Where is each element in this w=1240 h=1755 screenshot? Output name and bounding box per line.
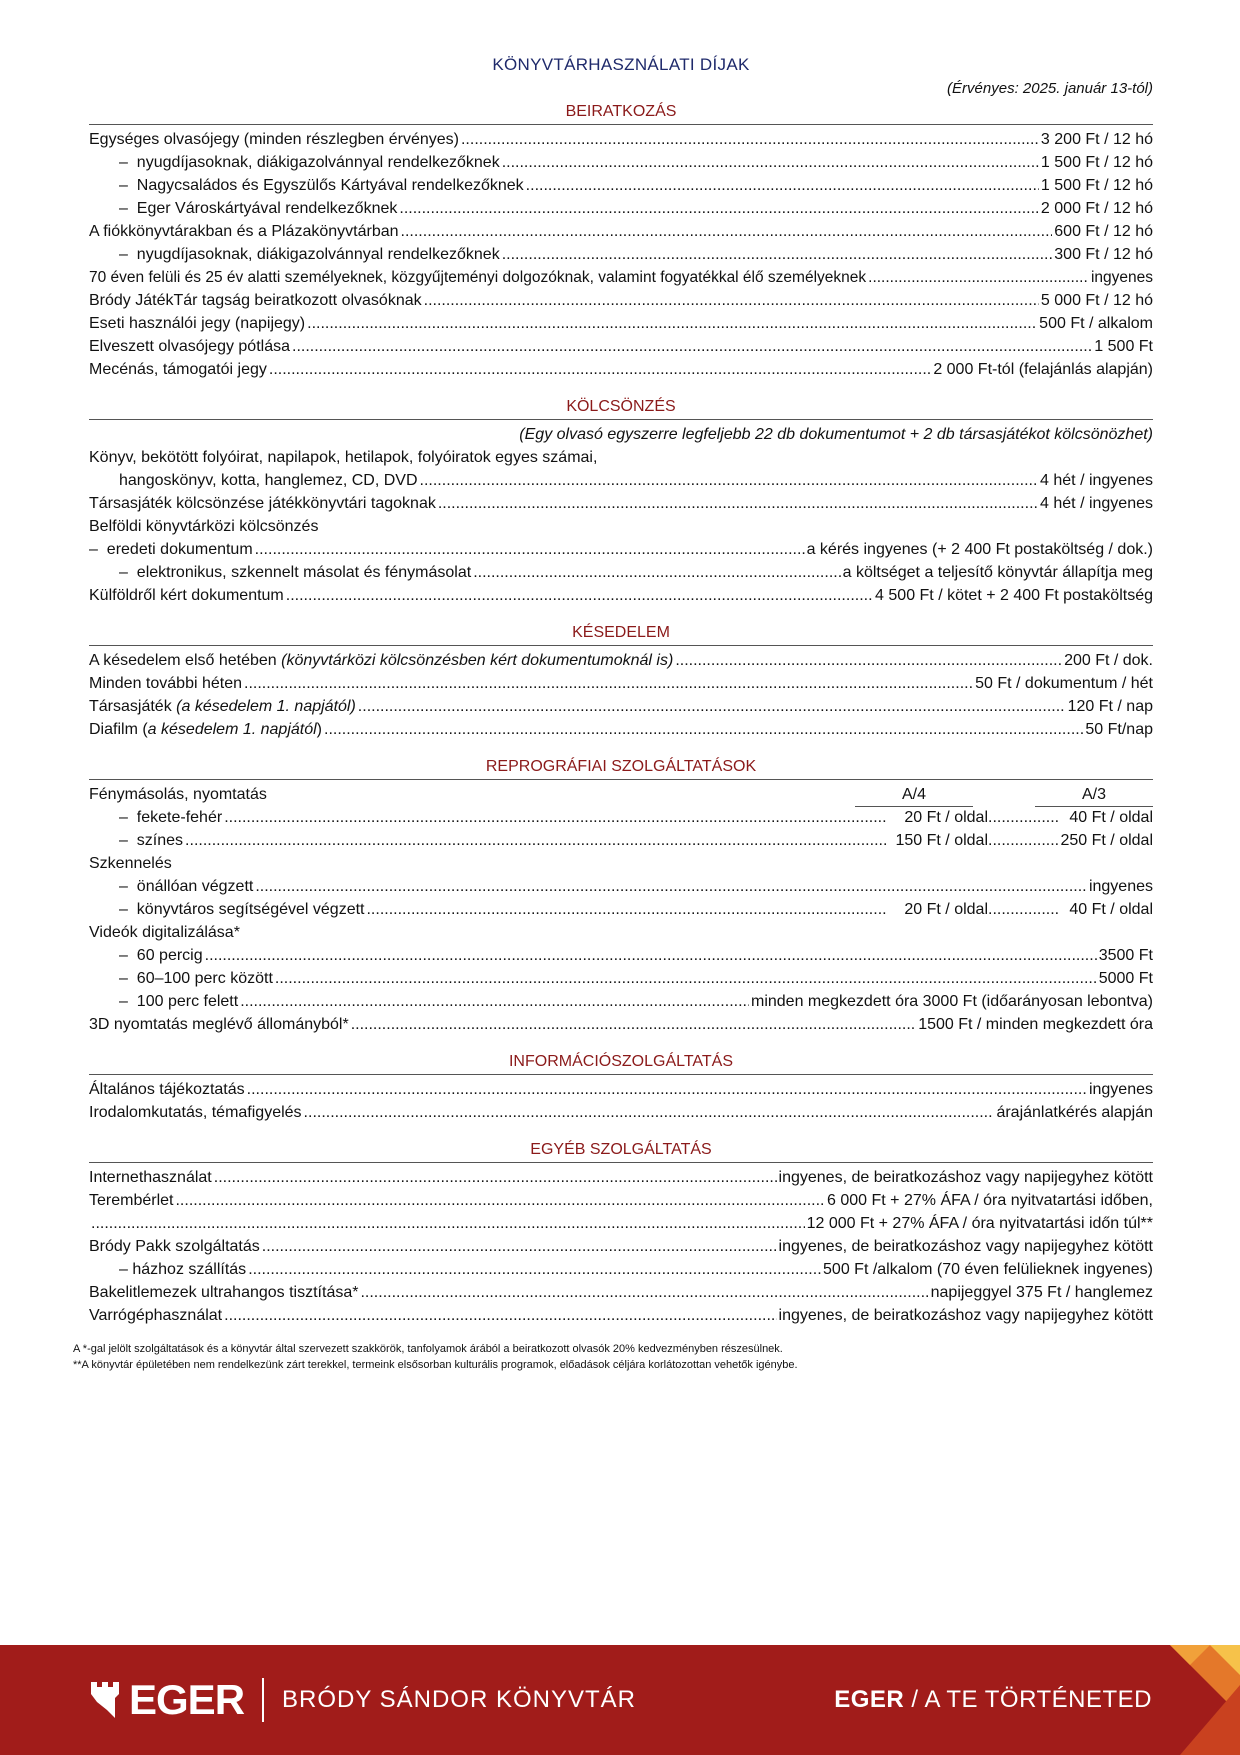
section-beiratkozas [89, 100, 1153, 381]
fee-label: – könyvtáros segítségével végzett [119, 898, 364, 921]
fee-row [89, 1258, 1153, 1281]
fee-label: – Eger Városkártyával rendelkezőknek [119, 197, 397, 220]
fee-label: Egységes olvasójegy (minden részlegben érvényes) [89, 131, 459, 148]
fee-row [89, 312, 1153, 335]
dot-leader [214, 1166, 777, 1189]
fee-row [89, 1235, 1153, 1258]
fee-label-note: a késedelem 1. napjától [147, 721, 317, 738]
fee-label: Eseti használói jegy (napijegy) [89, 315, 306, 332]
fee-row [89, 1166, 1153, 1189]
fee-value: a költséget a teljesítő könyvtár állapítja meg [842, 564, 1153, 581]
dot-leader [175, 1189, 825, 1212]
column-header-a4: A/4 [855, 783, 973, 807]
dot-leader [461, 128, 1039, 151]
fee-value: 1500 Ft / minden megkezdett óra [918, 1016, 1153, 1033]
section-kesedelem [89, 621, 1153, 741]
dot-leader [401, 220, 1053, 243]
fee-row [89, 967, 1153, 990]
footnote: A *-gal jelölt szolgáltatások és a könyvtár által szervezett szakkörök, tanfolyamok árából a beiratkozott olvasók 20% kedvezményben részesülnek. [73, 1343, 783, 1355]
fee-label: – eredeti dokumentum [89, 538, 253, 561]
fee-label: Irodalomkutatás, témafigyelés [89, 1104, 302, 1121]
section-heading: KÖLCSÖNZÉS [89, 395, 1153, 420]
fee-row [89, 561, 1153, 584]
section-heading: INFORMÁCIÓSZOLGÁLTATÁS [89, 1050, 1153, 1075]
fee-value: ingyenes, de beiratkozáshoz vagy napijegyhez kötött [778, 1307, 1153, 1324]
fee-row [89, 584, 1153, 607]
dot-leader [205, 944, 1097, 967]
fee-document [73, 52, 1153, 1373]
fee-row [89, 243, 1153, 266]
fee-value-a4: 20 Ft / oldal [904, 901, 988, 918]
decorative-triangles [1150, 1645, 1240, 1755]
fee-value: 1 500 Ft / 12 hó [1040, 177, 1153, 194]
dot-leader [255, 538, 805, 561]
fee-row [89, 1013, 1153, 1036]
fee-row [89, 220, 1153, 243]
dot-leader [185, 829, 886, 852]
fee-row [89, 875, 1153, 898]
dot-leader [269, 358, 931, 381]
fee-label: Elveszett olvasójegy pótlása [89, 338, 290, 355]
fee-label: Bródy JátékTár tagság beiratkozott olvasóknak [89, 292, 422, 309]
fee-label [89, 695, 356, 718]
castle-tower-icon [89, 1678, 123, 1722]
column-header-a3: A/3 [1035, 783, 1153, 807]
fee-label: 70 éven felüli és 25 év alatti személyeknek, közgyűjteményi dolgozóknak, valamint fogyatékkal élő személyeknek [89, 269, 867, 286]
fee-value: 1 500 Ft [1094, 338, 1153, 355]
fee-value: 600 Ft / 12 hó [1054, 223, 1153, 240]
fee-row [89, 1078, 1153, 1101]
fee-row [89, 128, 1153, 151]
dot-leader [473, 561, 840, 584]
fee-label: – nyugdíjasoknak, diákigazolvánnyal rendelkezőknek [119, 243, 500, 266]
dot-leader [224, 1304, 776, 1327]
dot-leader [399, 197, 1039, 220]
fee-label: – színes [119, 829, 183, 852]
fee-value: napijeggyel 375 Ft / hanglemez [930, 1284, 1153, 1301]
section-kolcsonzes [89, 395, 1153, 607]
fee-label-text: Diafilm ( [89, 721, 148, 738]
page-footer [0, 1645, 1240, 1755]
dot-leader [360, 1281, 928, 1304]
fee-value-pair [888, 806, 1153, 829]
fee-value: 3500 Ft [1098, 947, 1153, 964]
fee-row [89, 469, 1153, 492]
fee-value-a4: 150 Ft / oldal [895, 832, 988, 849]
dot-leader [286, 584, 873, 607]
slogan-rest: / A TE TÖRTÉNETED [904, 1686, 1152, 1713]
fee-label: 3D nyomtatás meglévő állományból* [89, 1016, 349, 1033]
scan-heading: Szkennelés [89, 855, 172, 872]
fee-row [89, 538, 1153, 561]
fee-value: 12 000 Ft + 27% ÁFA / óra nyitvatartási időn túl** [806, 1215, 1153, 1232]
dot-leader [275, 967, 1097, 990]
fee-label: Bródy Pakk szolgáltatás [89, 1238, 260, 1255]
footnote: **A könyvtár épületében nem rendelkezünk zárt terekkel, termeink elsősorban kulturális programok, előadások céljára korlátozottan vehetők igénybe. [73, 1359, 798, 1371]
dot-leader [988, 829, 1058, 852]
loan-line: Belföldi könyvtárközi kölcsönzés [89, 518, 319, 535]
fee-label: Minden további héten [89, 675, 242, 692]
library-brand [89, 1677, 636, 1723]
fee-value: ingyenes [1090, 269, 1153, 286]
fee-label: – nyugdíjasoknak, diákigazolvánnyal rendelkezőknek [119, 151, 500, 174]
section-egyeb [89, 1138, 1153, 1327]
section-heading: EGYÉB SZOLGÁLTATÁS [89, 1138, 1153, 1163]
section-informacio [89, 1050, 1153, 1124]
fee-value: 4 hét / ingyenes [1040, 472, 1153, 489]
copy-print-header [89, 783, 1153, 806]
fee-label: Társasjáték kölcsönzése játékkönyvtári tagoknak [89, 495, 436, 512]
fee-row [89, 649, 1153, 672]
dot-leader [502, 243, 1053, 266]
fee-row [89, 174, 1153, 197]
fee-row [89, 197, 1153, 220]
fee-value: 6 000 Ft + 27% ÁFA / óra nyitvatartási időben, [827, 1192, 1153, 1209]
fee-row [89, 1189, 1153, 1212]
fee-value-a3: 40 Ft / oldal [1069, 901, 1153, 918]
dot-leader [307, 312, 1037, 335]
fee-label: – 60–100 perc között [119, 967, 273, 990]
fee-value: 50 Ft/nap [1085, 721, 1153, 738]
fee-value: 500 Ft / alkalom [1039, 315, 1153, 332]
dot-leader [988, 898, 1058, 921]
fee-value-pair [888, 829, 1153, 852]
fee-row [89, 289, 1153, 312]
fee-value: 3 200 Ft / 12 hó [1040, 131, 1153, 148]
loan-limit-note: (Egy olvasó egyszerre legfeljebb 22 db dokumentumot + 2 db társasjátékot kölcsönözhet) [519, 426, 1153, 443]
fee-value: 2 000 Ft-tól (felajánlás alapján) [933, 361, 1153, 378]
fee-label: – elektronikus, szkennelt másolat és fénymásolat [119, 561, 471, 584]
dot-leader [420, 469, 1039, 492]
city-slogan [834, 1677, 1152, 1723]
fee-value: ingyenes, de beiratkozáshoz vagy napijegyhez kötött [778, 1238, 1153, 1255]
fee-value: minden megkezdett óra 3000 Ft (időarányosan lebontva) [750, 993, 1153, 1010]
footnotes [73, 1341, 1153, 1373]
fee-row [89, 806, 1153, 829]
fee-label-text: Társasjáték [89, 698, 177, 715]
fee-value: a kérés ingyenes (+ 2 400 Ft postaköltség / dok.) [806, 541, 1153, 558]
video-heading: Videók digitalizálása* [89, 924, 240, 941]
section-reprografia [89, 755, 1153, 1036]
fee-label: – önállóan végzett [119, 875, 253, 898]
fee-row [89, 358, 1153, 381]
fee-value: 4 500 Ft / kötet + 2 400 Ft postaköltség [875, 587, 1153, 604]
fee-row [89, 829, 1153, 852]
fee-label: – fekete-fehér [119, 806, 222, 829]
dot-leader [675, 649, 1062, 672]
fee-label-note: (a késedelem 1. napjától) [176, 698, 356, 715]
slogan-bold: EGER [834, 1686, 905, 1713]
fee-row [89, 1101, 1153, 1124]
fee-row [89, 990, 1153, 1013]
dot-leader [366, 898, 886, 921]
fee-row [89, 151, 1153, 174]
fee-value: 200 Ft / dok. [1064, 652, 1153, 669]
dot-leader [324, 718, 1083, 741]
fee-label: Terembérlet [89, 1192, 174, 1209]
fee-label: Bakelitlemezek ultrahangos tisztítása* [89, 1284, 359, 1301]
fee-value: 500 Ft /alkalom (70 éven felülieknek ingyenes) [823, 1261, 1153, 1278]
fee-value-a3: 40 Ft / oldal [1069, 809, 1153, 826]
section-heading: KÉSEDELEM [89, 621, 1153, 646]
fee-value: ingyenes [1088, 878, 1153, 895]
fee-label: – 100 perc felett [119, 990, 238, 1013]
dot-leader [304, 1101, 995, 1124]
dot-leader [240, 990, 749, 1013]
fee-row [89, 1304, 1153, 1327]
dot-leader [248, 1258, 821, 1281]
fee-label: Fénymásolás, nyomtatás [89, 786, 267, 803]
fee-label: – 60 percig [119, 944, 203, 967]
validity-note: (Érvényes: 2025. január 13-tól) [947, 80, 1153, 97]
dot-leader [292, 335, 1092, 358]
fee-row [89, 492, 1153, 515]
section-heading: BEIRATKOZÁS [89, 100, 1153, 125]
dot-leader [351, 1013, 917, 1036]
fee-value: árajánlatkérés alapján [996, 1104, 1153, 1121]
fee-value: 50 Ft / dokumentum / hét [975, 675, 1153, 692]
fee-value-pair [888, 898, 1153, 921]
dot-leader [502, 151, 1039, 174]
fee-label-text: A késedelem első hetében [89, 652, 282, 669]
dot-leader [262, 1235, 777, 1258]
fee-value: 5000 Ft [1098, 970, 1153, 987]
fee-label: – Nagycsaládos és Egyszülős Kártyával rendelkezőknek [119, 174, 524, 197]
fee-label: Általános tájékoztatás [89, 1081, 245, 1098]
fee-row [89, 335, 1153, 358]
fee-row [89, 1212, 1153, 1235]
fee-label: Internethasználat [89, 1169, 212, 1186]
fee-label-note: (könyvtárközi kölcsönzésben kért dokumentumoknál is) [281, 652, 674, 669]
fee-label: Külföldről kért dokumentum [89, 587, 284, 604]
dot-leader [526, 174, 1039, 197]
fee-row [89, 672, 1153, 695]
fee-row [89, 898, 1153, 921]
fee-value: 120 Ft / nap [1067, 698, 1153, 715]
fee-row [89, 1281, 1153, 1304]
fee-label: Mecénás, támogatói jegy [89, 361, 267, 378]
eger-logo-text: EGER [129, 1676, 245, 1723]
fee-label: – házhoz szállítás [119, 1261, 247, 1278]
fee-value-a3: 250 Ft / oldal [1060, 832, 1153, 849]
fee-value: 2 000 Ft / 12 hó [1040, 200, 1153, 217]
fee-value: 5 000 Ft / 12 hó [1040, 292, 1153, 309]
dot-leader [358, 695, 1066, 718]
fee-value: ingyenes [1088, 1081, 1153, 1098]
fee-label: A fiókkönyvtárakban és a Plázakönyvtárban [89, 223, 399, 240]
loan-line: Könyv, bekötött folyóirat, napilapok, hetilapok, folyóiratok egyes számai, [89, 449, 598, 466]
fee-value: ingyenes, de beiratkozáshoz vagy napijegyhez kötött [778, 1169, 1153, 1186]
fee-row [89, 695, 1153, 718]
dot-leader [255, 875, 1087, 898]
fee-label: hangoskönyv, kotta, hanglemez, CD, DVD [119, 472, 418, 489]
fee-label-tail: ) [316, 721, 322, 738]
page-title: KÖNYVTÁRHASZNÁLATI DÍJAK [492, 55, 750, 74]
fee-value: 300 Ft / 12 hó [1054, 246, 1153, 263]
section-heading: REPROGRÁFIAI SZOLGÁLTATÁSOK [89, 755, 1153, 780]
fee-row [89, 944, 1153, 967]
dot-leader [224, 806, 886, 829]
fee-row [89, 718, 1153, 741]
dot-leader [988, 806, 1058, 829]
dot-leader [91, 1212, 805, 1235]
fee-value: 4 hét / ingyenes [1040, 495, 1153, 512]
dot-leader [438, 492, 1038, 515]
logo-divider [262, 1678, 264, 1722]
dot-leader [868, 266, 1089, 289]
dot-leader [424, 289, 1039, 312]
fee-label [89, 718, 322, 741]
library-name: BRÓDY SÁNDOR KÖNYVTÁR [282, 1686, 636, 1713]
dot-leader [247, 1078, 1087, 1101]
fee-row [89, 266, 1153, 289]
fee-value-a4: 20 Ft / oldal [904, 809, 988, 826]
fee-label: Varrógéphasználat [89, 1307, 223, 1324]
dot-leader [244, 672, 973, 695]
fee-label [89, 649, 673, 672]
fee-value: 1 500 Ft / 12 hó [1040, 154, 1153, 171]
